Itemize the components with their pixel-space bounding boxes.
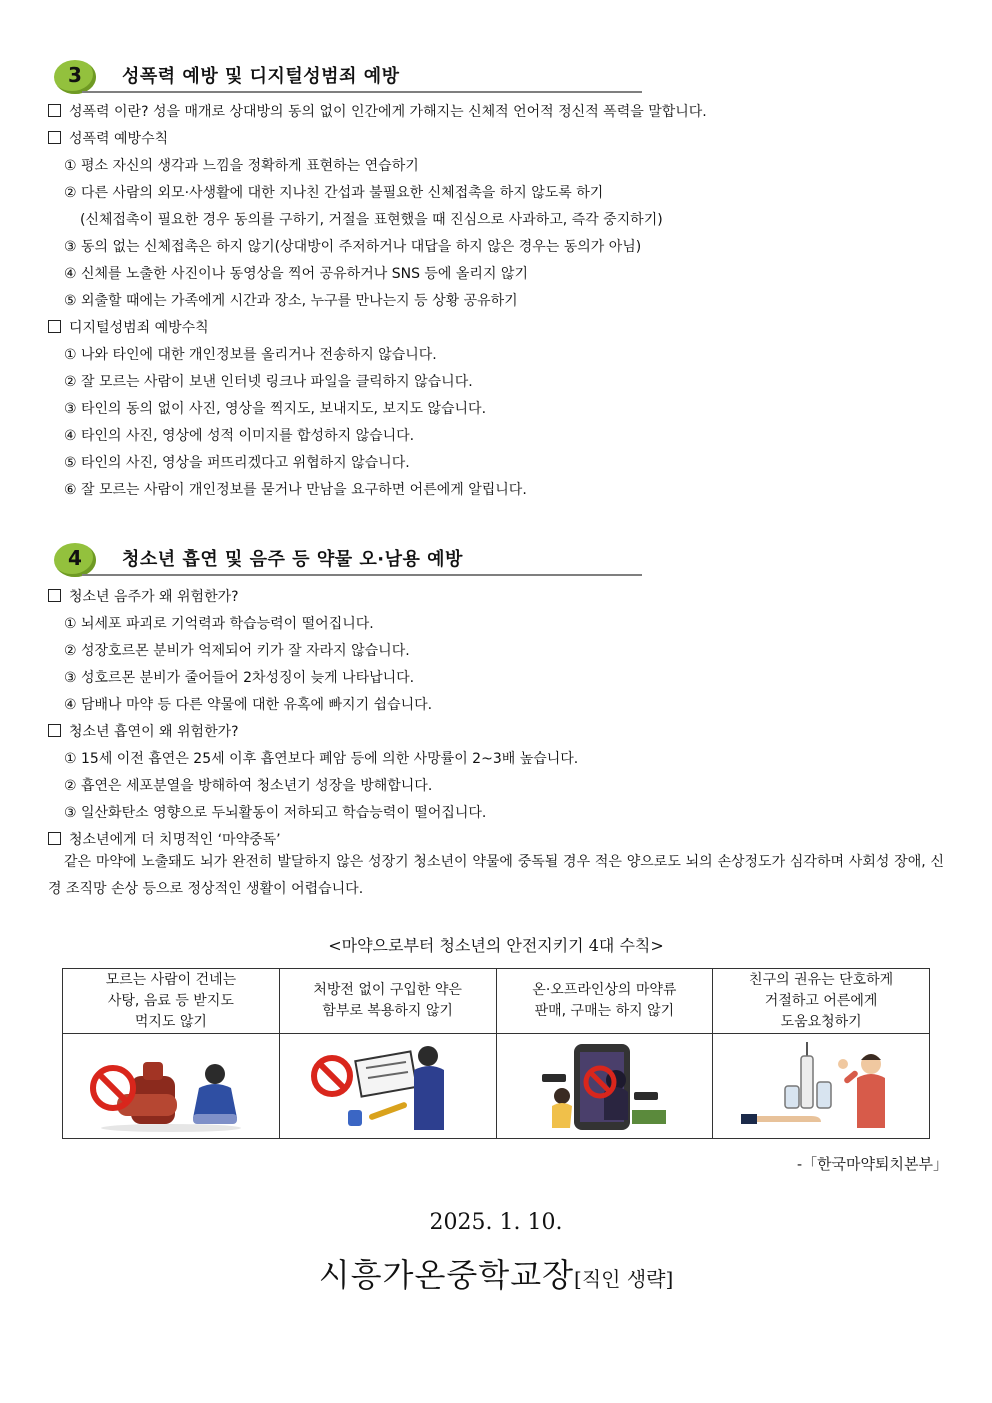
smoking-heading: 청소년 흡연이 왜 위험한가? [69,724,239,740]
definition-text: 성폭력 이란? 성을 매개로 상대방의 동의 없이 인간에게 가해지는 신체적 언어적 정신적 폭력을 말합니다. [69,104,707,120]
list-item: ⑤ 외출할 때에는 가족에게 시간과 장소, 누구를 만나는지 등 상황 공유하기 [64,293,518,309]
issue-date: 2025. 1. 10. [429,1210,563,1235]
rule-cell-4: 친구의 권유는 단호하게 거절하고 어른에게 도움요청하기 [713,969,930,1034]
section3-header [48,60,644,100]
list-item: ③ 동의 없는 신체접촉은 하지 않기(상대방이 주저하거나 대답을 하지 않은 경우는 동의가 아님) [64,239,642,255]
rules-table [62,968,930,1139]
section3-title: 성폭력 예방 및 디지털성범죄 예방 [122,66,400,87]
table-row [63,1034,930,1139]
list-item: ④ 타인의 사진, 영상에 성적 이미지를 합성하지 않습니다. [64,428,415,444]
list-item: ④ 담배나 마약 등 다른 약물에 대한 유혹에 빠지기 쉽습니다. [64,697,433,713]
checkbox-line [48,723,239,741]
signature-line [0,1250,992,1296]
checkbox-line [48,319,209,337]
rule-cell-1: 모르는 사람이 건네는 사탕, 음료 등 받지도 먹지도 않기 [63,969,280,1034]
section-underline [82,91,642,93]
no-candy-drink-illustration [63,1034,280,1139]
rules-caption: <마약으로부터 청소년의 안전지키기 4대 수칙> [328,936,664,955]
signer-name: 시흥가온중학교장 [318,1256,575,1294]
list-item: ① 뇌세포 파괴로 기억력과 학습능력이 떨어집니다. [64,616,374,632]
drug-heading: 청소년에게 더 치명적인 ‘마약중독’ [69,832,281,848]
section-number-badge: 3 [54,60,96,94]
list-item: ③ 일산화탄소 영향으로 두뇌활동이 저하되고 학습능력이 떨어집니다. [64,805,487,821]
list-item-note: (신체접촉이 필요한 경우 동의를 구하기, 거절을 표현했을 때 진심으로 사과하고, 즉각 중지하기) [80,212,663,228]
checkbox-line [48,103,707,121]
illustration-svg [504,1036,704,1136]
rule-cell-2: 처방전 없이 구입한 약은 함부로 복용하지 않기 [279,969,496,1034]
list-item: ① 15세 이전 흡연은 25세 이후 흡연보다 폐암 등에 의한 사망률이 2~3배 높습니다. [64,751,579,767]
list-item: ② 다른 사람의 외모·사생활에 대한 지나친 간섭과 불필요한 신체접촉을 하지 않도록 하기 [64,185,604,201]
list-item: ③ 타인의 동의 없이 사진, 영상을 찍지도, 보내지도, 보지도 않습니다. [64,401,487,417]
seal-note: [직인 생략] [574,1267,674,1291]
list-item: ② 흡연은 세포분열을 방해하여 청소년기 성장을 방해합니다. [64,778,433,794]
section-underline [82,574,642,576]
source-credit: -「한국마약퇴치본부」 [797,1155,948,1173]
drinking-heading: 청소년 음주가 왜 위험한가? [69,589,239,605]
illustration-svg [721,1036,921,1136]
section4-header [48,543,644,583]
checkbox-line [48,588,239,606]
list-item: ① 나와 타인에 대한 개인정보를 올리거나 전송하지 않습니다. [64,347,437,363]
drug-paragraph: 같은 마약에 노출돼도 뇌가 완전히 발달하지 않은 성장기 청소년이 약물에 중독될 경우 적은 양으로도 뇌의 손상정도가 심각하며 사회성 장애, 신경 조직망 손상 등으로 정상적인 생활이 어렵습니다. [48,854,944,897]
illustration-svg [288,1036,488,1136]
table-row [63,969,930,1034]
list-item: ② 잘 모르는 사람이 보낸 인터넷 링크나 파일을 클릭하지 않습니다. [64,374,473,390]
illustration-svg [71,1036,271,1136]
checkbox-line [48,831,281,849]
section4-title: 청소년 흡연 및 음주 등 약물 오·남용 예방 [122,549,463,570]
list-item: ② 성장호르몬 분비가 억제되어 키가 잘 자라지 않습니다. [64,643,410,659]
no-unprescribed-pill-illustration [279,1034,496,1139]
list-item: ① 평소 자신의 생각과 느낌을 정확하게 표현하는 연습하기 [64,158,419,174]
list-item: ⑤ 타인의 사진, 영상을 퍼뜨리겠다고 위협하지 않습니다. [64,455,410,471]
list-item: ④ 신체를 노출한 사진이나 동영상을 찍어 공유하거나 SNS 등에 올리지 않기 [64,266,528,282]
prevention-heading: 성폭력 예방수칙 [69,131,169,147]
digital-heading: 디지털성범죄 예방수칙 [69,320,209,336]
rule-cell-3: 온·오프라인상의 마약류 판매, 구매는 하지 않기 [496,969,713,1034]
list-item: ⑥ 잘 모르는 사람이 개인정보를 묻거나 만남을 요구하면 어른에게 알립니다. [64,482,527,498]
section-number-badge: 4 [54,543,96,577]
refuse-and-ask-help-illustration [713,1034,930,1139]
checkbox-line [48,130,168,148]
list-item: ③ 성호르몬 분비가 줄어들어 2차성징이 늦게 나타납니다. [64,670,415,686]
no-online-drug-trade-illustration [496,1034,713,1139]
